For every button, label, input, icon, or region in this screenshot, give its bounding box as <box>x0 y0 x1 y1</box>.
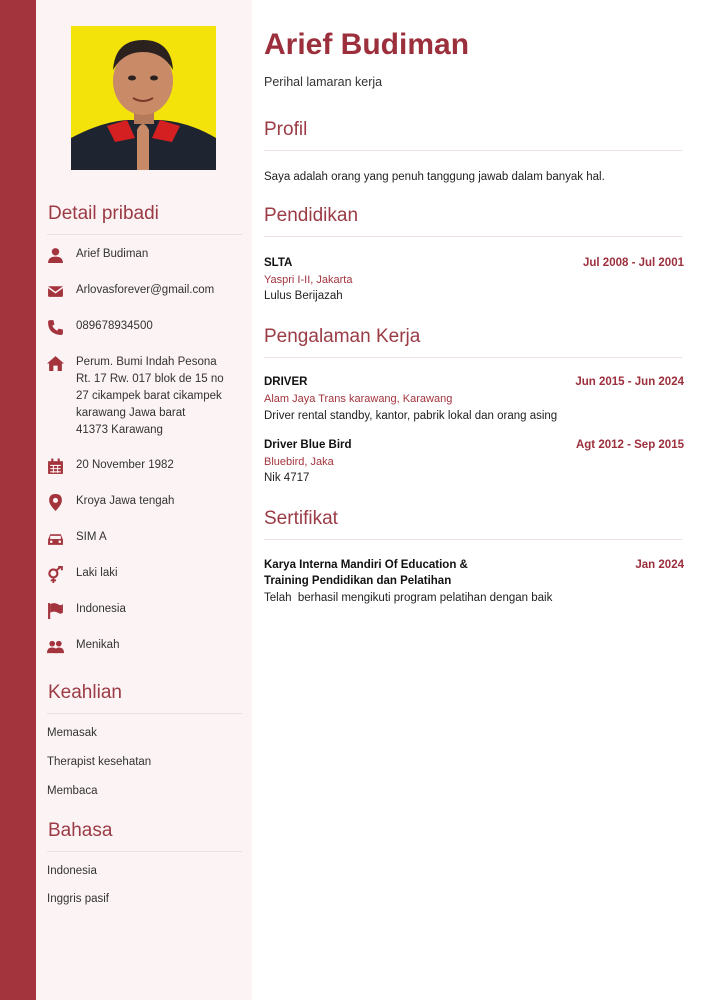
skill-item: Memasak <box>47 727 97 739</box>
skill-item: Membaca <box>47 785 98 797</box>
divider <box>47 234 242 235</box>
experience-entry-title: Driver Blue Bird <box>264 439 352 451</box>
phone-icon <box>46 318 64 336</box>
divider <box>47 713 242 714</box>
experience-entry-description: Nik 4717 <box>264 472 310 484</box>
info-row-phone <box>46 318 246 336</box>
info-text: Perum. Bumi Indah Pesona Rt. 17 Rw. 017 blok de 15 no 27 cikampek barat cikampek karawang Jawa barat 41373 Karawang <box>76 356 224 436</box>
info-text: Arief Budiman <box>76 248 149 260</box>
home-icon <box>46 354 64 372</box>
skills-title: Keahlian <box>48 682 122 703</box>
skill-item: Therapist kesehatan <box>47 756 152 768</box>
map-pin-icon <box>46 493 64 511</box>
info-text: Menikah <box>76 639 120 651</box>
info-row-email <box>46 282 246 300</box>
calendar-icon <box>46 457 64 475</box>
experience-entry-company: Alam Jaya Trans karawang, Karawang <box>264 393 453 405</box>
info-text: 089678934500 <box>76 320 153 332</box>
education-entry-description: Lulus Berijazah <box>264 290 343 302</box>
education-entry-title: SLTA <box>264 257 293 269</box>
certificate-title-line2: Training Pendidikan dan Pelatihan <box>264 575 452 587</box>
info-text: Laki laki <box>76 567 118 579</box>
personal-details-title: Detail pribadi <box>48 203 159 224</box>
language-item: Indonesia <box>47 865 97 877</box>
profile-photo <box>71 26 216 170</box>
experience-entry-description: Driver rental standby, kantor, pabrik lokal dan orang asing <box>264 410 558 422</box>
experience-entry-date: Agt 2012 - Sep 2015 <box>575 439 684 451</box>
info-row-license <box>46 529 246 547</box>
profile-title: Profil <box>264 119 308 140</box>
letter-subtitle: Perihal lamaran kerja <box>264 75 383 89</box>
info-text: 20 November 1982 <box>76 459 174 471</box>
education-entry-institution: Yaspri I-II, Jakarta <box>264 274 353 286</box>
info-text: SIM A <box>76 531 107 543</box>
language-item: Inggris pasif <box>47 893 110 905</box>
divider <box>264 236 682 237</box>
info-row-name <box>46 246 246 264</box>
experience-entry-title: DRIVER <box>264 376 308 388</box>
certificate-description: Telah berhasil mengikuti program pelatihan dengan baik <box>264 592 553 604</box>
experience-entry-company: Bluebird, Jaka <box>264 456 334 468</box>
profile-text: Saya adalah orang yang penuh tanggung jawab dalam banyak hal. <box>264 171 605 183</box>
languages-title: Bahasa <box>48 820 113 841</box>
certificate-date: Jan 2024 <box>635 559 684 571</box>
info-row-address <box>46 354 246 439</box>
info-row-birthplace <box>46 493 246 511</box>
envelope-icon <box>46 282 64 300</box>
accent-strip <box>0 0 36 1000</box>
info-row-gender <box>46 565 246 583</box>
info-text: Arlovasforever@gmail.com <box>76 284 215 296</box>
divider <box>264 357 682 358</box>
people-icon <box>46 637 64 655</box>
info-row-marital-status <box>46 637 246 655</box>
divider <box>264 150 682 151</box>
candidate-name: Arief Budiman <box>264 28 470 61</box>
gender-icon <box>46 565 64 583</box>
user-icon <box>46 246 64 264</box>
info-text: Kroya Jawa tengah <box>76 495 175 507</box>
certificates-title: Sertifikat <box>264 508 338 529</box>
education-title: Pendidikan <box>264 205 359 226</box>
education-entry-date: Jul 2008 - Jul 2001 <box>582 257 684 269</box>
info-row-nationality <box>46 601 246 619</box>
divider <box>47 851 242 852</box>
car-icon <box>46 529 64 547</box>
flag-icon <box>46 601 64 619</box>
certificate-title-line1: Karya Interna Mandiri Of Education & <box>264 559 468 571</box>
info-row-birthdate <box>46 457 246 475</box>
divider <box>264 539 682 540</box>
experience-entry-date: Jun 2015 - Jun 2024 <box>575 376 684 388</box>
experience-title: Pengalaman Kerja <box>264 326 421 347</box>
info-text: Indonesia <box>76 603 126 615</box>
